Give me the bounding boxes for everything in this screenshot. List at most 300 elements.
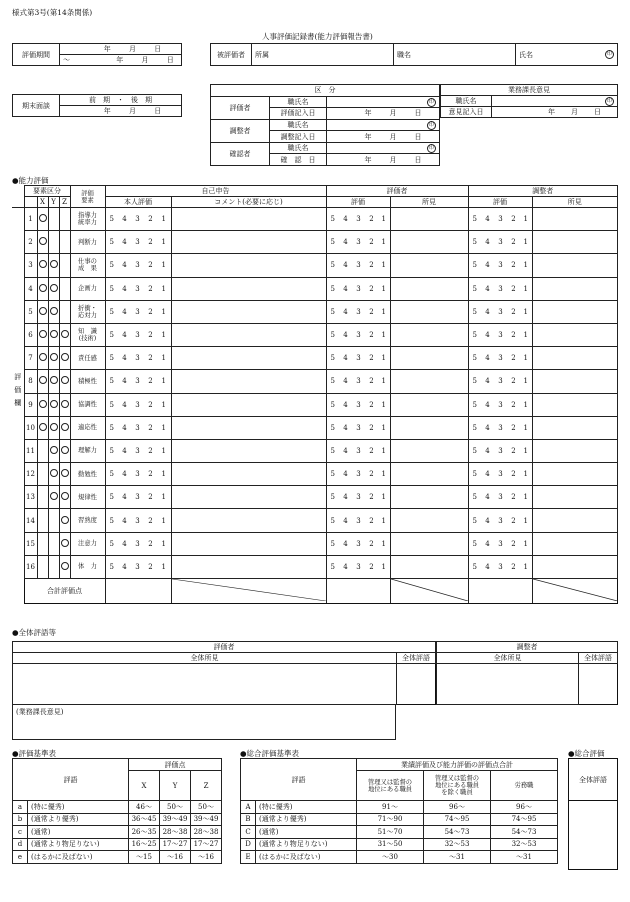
score-option[interactable]: 4 [481,208,494,231]
comment-cell[interactable] [171,555,326,578]
score-option[interactable]: 1 [378,486,390,509]
score-option[interactable]: 2 [365,439,378,462]
score-option[interactable]: 2 [507,231,520,254]
note-cell[interactable] [390,439,468,462]
score-option[interactable]: 4 [339,463,352,486]
score-option[interactable]: 2 [365,208,378,231]
score-option[interactable]: 2 [507,323,520,346]
score-option[interactable]: 4 [339,347,352,370]
score-option[interactable]: 3 [352,532,365,555]
score-option[interactable]: 1 [378,439,390,462]
score-option[interactable]: 5 [326,463,339,486]
score-option[interactable]: 2 [144,439,157,462]
term-key: e [13,851,28,864]
score-option[interactable]: 5 [105,463,118,486]
note-cell[interactable] [532,277,618,300]
note-cell[interactable] [532,231,618,254]
score-option[interactable]: 5 [326,416,339,439]
score-option[interactable]: 5 [468,532,481,555]
score-option[interactable]: 1 [520,300,532,323]
note-cell[interactable] [532,370,618,393]
score-option[interactable]: 5 [468,370,481,393]
score-option[interactable]: 5 [468,463,481,486]
score-option[interactable]: 1 [378,509,390,532]
score-option[interactable]: 4 [339,277,352,300]
score-option[interactable]: 3 [494,439,507,462]
score-option[interactable]: 2 [507,347,520,370]
req-cell-x [37,532,48,555]
score-option[interactable]: 5 [326,555,339,578]
score-option[interactable]: 5 [105,555,118,578]
score-option[interactable]: 3 [494,486,507,509]
note-cell[interactable] [390,231,468,254]
score-option[interactable]: 4 [339,370,352,393]
score-option[interactable]: 1 [378,463,390,486]
score-option[interactable]: 2 [144,254,157,277]
note-cell[interactable] [390,486,468,509]
score-option[interactable]: 1 [520,277,532,300]
score-option[interactable]: 5 [105,416,118,439]
score-option[interactable]: 1 [378,208,390,231]
comment-cell[interactable] [171,416,326,439]
note-cell[interactable] [390,254,468,277]
comment-cell[interactable] [171,393,326,416]
score-option[interactable]: 4 [481,509,494,532]
score-option[interactable]: 5 [326,208,339,231]
score-option[interactable]: 4 [481,463,494,486]
score-option[interactable]: 2 [365,555,378,578]
score-option[interactable]: 3 [131,300,144,323]
score-option[interactable]: 4 [339,416,352,439]
score-option[interactable]: 3 [131,254,144,277]
score-option[interactable]: 1 [157,463,171,486]
note-cell[interactable] [390,300,468,323]
score-option[interactable]: 2 [507,370,520,393]
note-cell[interactable] [532,347,618,370]
score-option[interactable]: 3 [131,532,144,555]
note-cell[interactable] [532,532,618,555]
score-option[interactable]: 1 [378,323,390,346]
score-option[interactable]: 4 [339,532,352,555]
score-option[interactable]: 2 [507,416,520,439]
score-option[interactable]: 1 [378,532,390,555]
score-option[interactable]: 1 [378,300,390,323]
score-option[interactable]: 4 [339,254,352,277]
score-option[interactable]: 4 [481,486,494,509]
score-option[interactable]: 2 [365,486,378,509]
score-option[interactable]: 5 [326,486,339,509]
score-option[interactable]: 2 [144,509,157,532]
score-option[interactable]: 5 [326,231,339,254]
score-option[interactable]: 5 [105,254,118,277]
score-option[interactable]: 3 [494,231,507,254]
comment-cell[interactable] [171,439,326,462]
evaluator-overall-comment[interactable] [13,664,397,705]
score-option[interactable]: 5 [468,555,481,578]
score-option[interactable]: 4 [118,486,131,509]
score-option[interactable]: 3 [352,370,365,393]
score-option[interactable]: 2 [144,208,157,231]
adjuster-overall-term[interactable] [579,664,618,705]
score-option[interactable]: 2 [365,393,378,416]
score-option[interactable]: 2 [144,463,157,486]
score-option[interactable]: 1 [157,231,171,254]
note-cell[interactable] [532,300,618,323]
score-option[interactable]: 2 [144,277,157,300]
note-cell[interactable] [390,393,468,416]
score-option[interactable]: 4 [481,323,494,346]
score-option[interactable]: 4 [339,439,352,462]
circle-mark-icon [61,562,69,570]
score-option[interactable]: 1 [520,486,532,509]
score-option[interactable]: 4 [118,347,131,370]
score-option[interactable]: 3 [131,370,144,393]
note-cell[interactable] [532,254,618,277]
score-option[interactable]: 3 [131,393,144,416]
score-option[interactable]: 2 [365,463,378,486]
score-option[interactable]: 3 [494,208,507,231]
score-option[interactable]: 5 [468,486,481,509]
comment-cell[interactable] [171,323,326,346]
score-option[interactable]: 1 [520,509,532,532]
score-option[interactable]: 2 [144,323,157,346]
note-cell[interactable] [390,555,468,578]
score-option[interactable]: 1 [520,532,532,555]
comment-cell[interactable] [171,277,326,300]
score-option[interactable]: 5 [105,323,118,346]
score-option[interactable]: 4 [118,208,131,231]
score-option[interactable]: 2 [507,300,520,323]
score-option[interactable]: 4 [481,393,494,416]
score-option[interactable]: 3 [131,509,144,532]
score-option[interactable]: 2 [365,277,378,300]
score-option[interactable]: 3 [352,277,365,300]
score-option[interactable]: 4 [339,555,352,578]
score-option[interactable]: 4 [339,509,352,532]
score-option[interactable]: 3 [131,416,144,439]
score-option[interactable]: 5 [326,509,339,532]
note-cell[interactable] [532,555,618,578]
score-option[interactable]: 3 [352,208,365,231]
score-option[interactable]: 1 [157,416,171,439]
score-option[interactable]: 1 [378,277,390,300]
score-option[interactable]: 1 [520,439,532,462]
score-option[interactable]: 3 [352,323,365,346]
score-option[interactable]: 1 [157,300,171,323]
score-option[interactable]: 4 [339,208,352,231]
score-option[interactable]: 3 [352,347,365,370]
score-option[interactable]: 3 [494,347,507,370]
score-option[interactable]: 2 [507,208,520,231]
score-option[interactable]: 1 [378,254,390,277]
score-option[interactable]: 4 [118,463,131,486]
score-option[interactable]: 3 [494,509,507,532]
score-option[interactable]: 5 [326,532,339,555]
score-option[interactable]: 2 [144,300,157,323]
score-option[interactable]: 2 [507,532,520,555]
note-cell[interactable] [532,463,618,486]
score-option[interactable]: 4 [118,370,131,393]
score-option[interactable]: 4 [118,532,131,555]
score-option[interactable]: 3 [352,463,365,486]
score-option[interactable]: 4 [339,323,352,346]
score-option[interactable]: 5 [326,347,339,370]
score-option[interactable]: 4 [339,231,352,254]
score-option[interactable]: 5 [468,439,481,462]
score-option[interactable]: 1 [157,439,171,462]
score-option[interactable]: 3 [131,439,144,462]
score-option[interactable]: 5 [326,323,339,346]
score-option[interactable]: 2 [365,370,378,393]
score-option[interactable]: 4 [339,393,352,416]
score-option[interactable]: 4 [118,555,131,578]
score-option[interactable]: 1 [520,370,532,393]
score-option[interactable]: 3 [352,254,365,277]
score-option[interactable]: 1 [157,370,171,393]
req-cell-x [37,277,48,300]
note-cell[interactable] [390,509,468,532]
score-option[interactable]: 5 [468,416,481,439]
range-cell: 96〜 [491,801,558,814]
score-option[interactable]: 2 [365,509,378,532]
note-cell[interactable] [532,439,618,462]
score-option[interactable]: 4 [481,555,494,578]
score-option[interactable]: 5 [326,300,339,323]
score-option[interactable]: 2 [507,509,520,532]
note-cell[interactable] [532,208,618,231]
score-option[interactable]: 5 [468,300,481,323]
score-option[interactable]: 4 [481,416,494,439]
score-option[interactable]: 4 [481,370,494,393]
score-option[interactable]: 3 [352,416,365,439]
score-option[interactable]: 2 [507,393,520,416]
note-cell[interactable] [390,463,468,486]
score-option[interactable]: 3 [494,323,507,346]
comment-cell[interactable] [171,208,326,231]
score-option[interactable]: 1 [157,532,171,555]
circle-mark-icon [39,214,47,222]
score-option[interactable]: 1 [520,416,532,439]
score-option[interactable]: 1 [157,347,171,370]
score-option[interactable]: 1 [157,555,171,578]
score-option[interactable]: 5 [468,323,481,346]
score-option[interactable]: 3 [494,300,507,323]
score-option[interactable]: 2 [507,277,520,300]
note-cell[interactable] [390,277,468,300]
score-option[interactable]: 5 [326,439,339,462]
comment-cell[interactable] [171,532,326,555]
score-option[interactable]: 1 [157,208,171,231]
score-option[interactable]: 2 [507,463,520,486]
score-option[interactable]: 5 [105,231,118,254]
score-option[interactable]: 2 [365,300,378,323]
score-option[interactable]: 5 [105,277,118,300]
score-option[interactable]: 1 [157,323,171,346]
score-option[interactable]: 3 [131,347,144,370]
score-option[interactable]: 1 [157,393,171,416]
score-option[interactable]: 1 [520,323,532,346]
score-option[interactable]: 5 [326,277,339,300]
note-cell[interactable] [390,323,468,346]
score-option[interactable]: 3 [131,231,144,254]
score-option[interactable]: 2 [507,254,520,277]
score-option[interactable]: 2 [144,231,157,254]
score-option[interactable]: 3 [352,393,365,416]
score-option[interactable]: 3 [352,300,365,323]
score-option[interactable]: 3 [352,509,365,532]
score-option[interactable]: 5 [105,393,118,416]
score-option[interactable]: 2 [144,532,157,555]
comment-cell[interactable] [171,370,326,393]
score-option[interactable]: 5 [105,300,118,323]
comment-cell[interactable] [171,300,326,323]
score-option[interactable]: 3 [352,439,365,462]
score-option[interactable]: 1 [378,416,390,439]
comment-cell[interactable] [171,347,326,370]
score-option[interactable]: 4 [481,347,494,370]
comment-cell[interactable] [171,231,326,254]
score-option[interactable]: 1 [378,370,390,393]
score-option[interactable]: 3 [352,231,365,254]
score-option[interactable]: 3 [352,555,365,578]
score-option[interactable]: 4 [118,439,131,462]
score-option[interactable]: 5 [468,254,481,277]
note-cell[interactable] [390,208,468,231]
note-cell[interactable] [532,486,618,509]
score-option[interactable]: 5 [326,370,339,393]
score-option[interactable]: 4 [481,254,494,277]
comment-cell[interactable] [171,509,326,532]
score-option[interactable]: 2 [144,555,157,578]
score-option[interactable]: 4 [118,277,131,300]
score-option[interactable]: 5 [105,370,118,393]
score-option[interactable]: 2 [507,439,520,462]
req-cell-x [37,347,48,370]
comment-cell[interactable] [171,463,326,486]
score-option[interactable]: 5 [468,231,481,254]
score-option[interactable]: 4 [118,231,131,254]
score-option[interactable]: 5 [105,208,118,231]
score-option[interactable]: 3 [352,486,365,509]
score-option[interactable]: 5 [105,439,118,462]
score-option[interactable]: 4 [481,439,494,462]
score-option[interactable]: 5 [468,277,481,300]
score-option[interactable]: 3 [494,416,507,439]
score-option[interactable]: 5 [468,208,481,231]
score-option[interactable]: 4 [339,486,352,509]
score-option[interactable]: 1 [378,393,390,416]
score-option[interactable]: 5 [105,486,118,509]
score-option[interactable]: 1 [520,208,532,231]
score-option[interactable]: 5 [468,347,481,370]
score-option[interactable]: 3 [131,555,144,578]
score-option[interactable]: 2 [144,370,157,393]
note-cell[interactable] [390,370,468,393]
adjuster-overall-comment[interactable] [437,664,579,705]
score-option[interactable]: 4 [481,277,494,300]
score-option[interactable]: 1 [520,555,532,578]
score-option[interactable]: 5 [105,532,118,555]
score-option[interactable]: 5 [468,393,481,416]
score-option[interactable]: 2 [365,231,378,254]
score-option[interactable]: 4 [481,532,494,555]
note-cell[interactable] [532,393,618,416]
score-option[interactable]: 1 [520,254,532,277]
score-option[interactable]: 2 [144,393,157,416]
note-cell[interactable] [532,323,618,346]
score-option[interactable]: 1 [520,463,532,486]
score-option[interactable]: 3 [131,208,144,231]
note-cell[interactable] [390,532,468,555]
score-option[interactable]: 4 [118,323,131,346]
score-option[interactable]: 1 [378,555,390,578]
score-option[interactable]: 1 [157,509,171,532]
score-option[interactable]: 1 [157,277,171,300]
score-option[interactable]: 2 [365,416,378,439]
score-option[interactable]: 3 [131,486,144,509]
score-option[interactable]: 5 [326,254,339,277]
score-option[interactable]: 3 [131,323,144,346]
score-option[interactable]: 3 [494,393,507,416]
note-cell[interactable] [532,509,618,532]
comment-cell[interactable] [171,486,326,509]
score-option[interactable]: 3 [494,463,507,486]
score-option[interactable]: 4 [118,254,131,277]
score-option[interactable]: 1 [378,231,390,254]
score-option[interactable]: 5 [468,509,481,532]
score-option[interactable]: 5 [105,347,118,370]
score-option[interactable]: 2 [144,416,157,439]
score-option[interactable]: 2 [144,486,157,509]
score-option[interactable]: 4 [118,416,131,439]
score-option[interactable]: 1 [520,231,532,254]
score-option[interactable]: 1 [378,347,390,370]
score-option[interactable]: 4 [481,300,494,323]
score-option[interactable]: 3 [494,532,507,555]
comment-cell[interactable] [171,254,326,277]
score-option[interactable]: 5 [326,393,339,416]
note-cell[interactable] [390,416,468,439]
score-option[interactable]: 4 [118,300,131,323]
score-option[interactable]: 3 [494,555,507,578]
summary-term-cell[interactable] [569,801,618,870]
score-option[interactable]: 3 [494,254,507,277]
score-option[interactable]: 1 [520,393,532,416]
score-option[interactable]: 2 [365,347,378,370]
score-option[interactable]: 2 [365,532,378,555]
score-option[interactable]: 4 [339,300,352,323]
score-option[interactable]: 4 [118,509,131,532]
score-option[interactable]: 2 [365,254,378,277]
score-option[interactable]: 1 [157,486,171,509]
score-option[interactable]: 1 [520,347,532,370]
evaluator-overall-term[interactable] [397,664,436,705]
score-option[interactable]: 2 [365,323,378,346]
score-option[interactable]: 5 [105,509,118,532]
score-option[interactable]: 3 [131,463,144,486]
score-option[interactable]: 2 [144,347,157,370]
score-option[interactable]: 2 [507,486,520,509]
note-cell[interactable] [532,416,618,439]
score-option[interactable]: 2 [507,555,520,578]
score-option[interactable]: 3 [494,277,507,300]
score-option[interactable]: 3 [494,370,507,393]
note-cell[interactable] [390,347,468,370]
score-option[interactable]: 1 [157,254,171,277]
score-option[interactable]: 4 [118,393,131,416]
score-option[interactable]: 4 [481,231,494,254]
score-option[interactable]: 3 [131,277,144,300]
